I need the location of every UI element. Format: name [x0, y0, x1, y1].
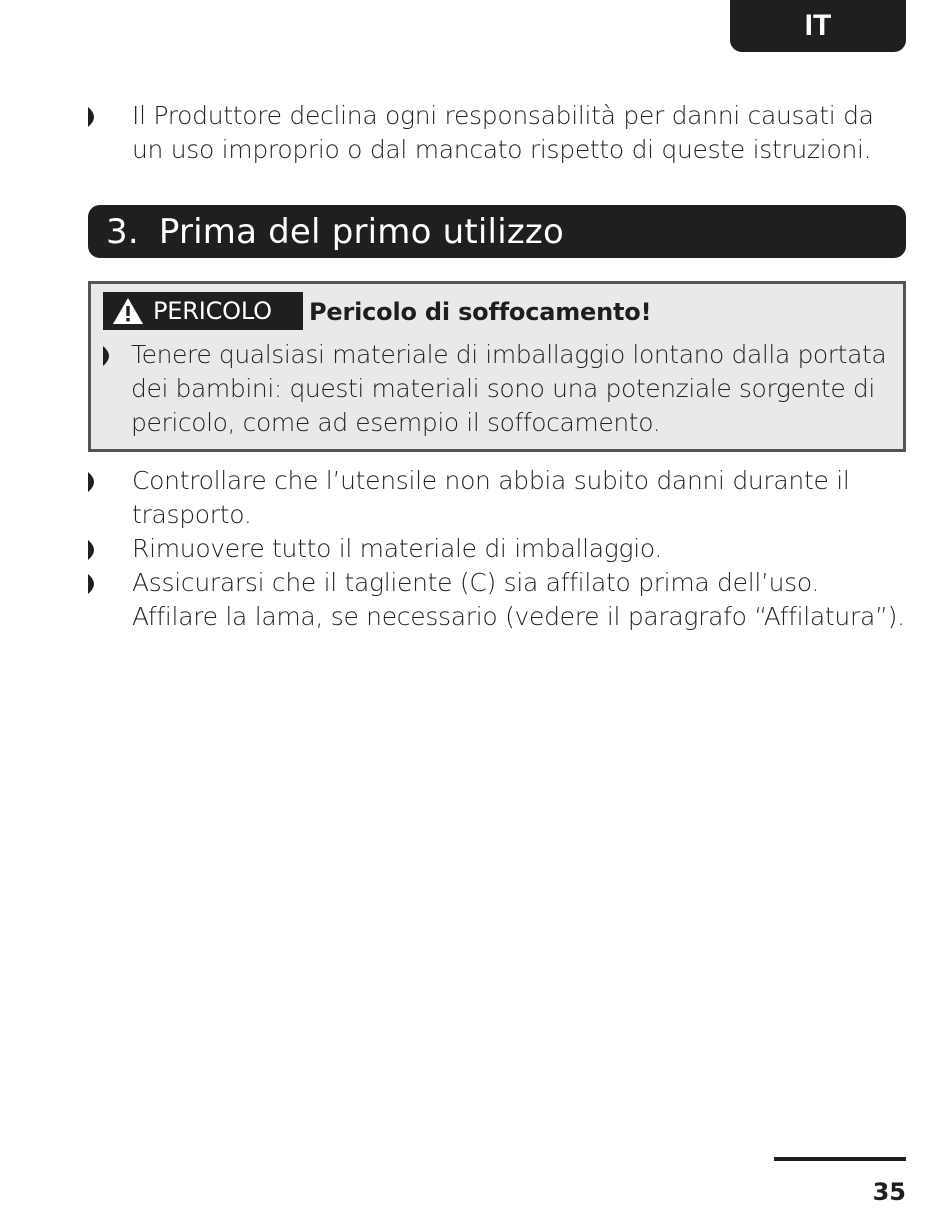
section-title: Prima del primo utilizzo [158, 211, 564, 252]
list-item-text: Tenere qualsiasi materiale di imballaggio lontano dalla portata dei bambini: questi materiali sono una potenziale sorgente di pericolo, come ad esempio il soffocamento. [131, 340, 887, 437]
list-item-text: Assicurarsi che il tagliente (C) sia affilato prima dell’uso. Affilare la lama, se necessario (vedere il paragrafo “Affilatura”). [132, 568, 905, 631]
list-item [88, 532, 908, 566]
list-item-text: Controllare che l’utensile non abbia subito danni durante il trasporto. [132, 466, 850, 529]
language-code: IT [804, 9, 832, 42]
bullet-icon [103, 346, 115, 366]
warning-badge [103, 292, 303, 330]
list-item [88, 464, 908, 532]
page-number-rule [774, 1157, 906, 1161]
warning-triangle-icon [111, 296, 145, 326]
warning-list [103, 338, 893, 440]
list-item-text: Il Produttore declina ogni responsabilità per danni causati da un uso improprio o dal mancato rispetto di queste istruzioni. [132, 101, 874, 164]
list-item-text: Rimuovere tutto il materiale di imballaggio. [132, 534, 663, 563]
list-item [88, 566, 908, 634]
bullet-icon [88, 540, 100, 560]
section-number: 3. [106, 211, 139, 252]
steps-bullet-list [88, 464, 908, 634]
page-number: 35 [872, 1178, 906, 1206]
bullet-icon [88, 574, 100, 594]
warning-title: Pericolo di soffocamento! [309, 298, 652, 326]
bullet-icon [88, 107, 100, 127]
section-heading [88, 205, 906, 258]
intro-bullet-list [88, 99, 908, 167]
warning-badge-label: PERICOLO [153, 297, 272, 325]
warning-box [88, 281, 906, 452]
list-item [103, 338, 893, 440]
list-item [88, 99, 908, 167]
bullet-icon [88, 472, 100, 492]
language-tab [730, 0, 906, 52]
